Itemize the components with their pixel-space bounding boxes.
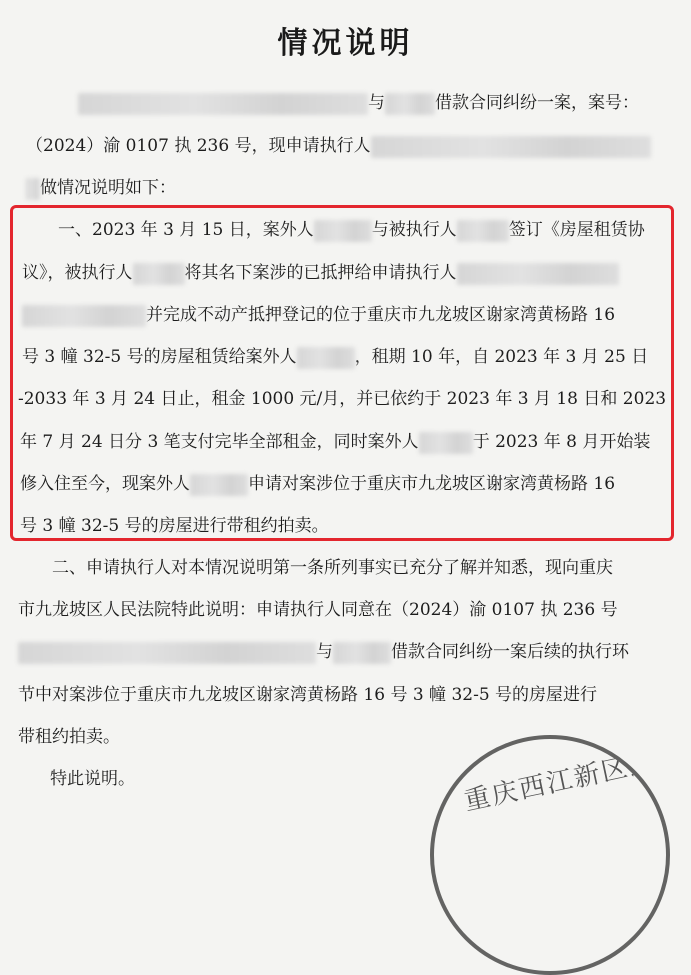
text-line: （2024）渝 0107 执 236 号，现申请执行人 — [26, 130, 651, 162]
text-line: 与 借款合同纠纷一案，案号： — [78, 87, 639, 119]
text-line: 市九龙坡区人民法院特此说明：申请执行人同意在（2024）渝 0107 执 236 号 — [18, 600, 618, 620]
redacted-text — [457, 263, 619, 285]
document-title: 情况说明 — [277, 26, 414, 61]
redacted-text — [297, 347, 355, 369]
text-line: 一、2023 年 3 月 15 日，案外人 与被执行人 签订《房屋租赁协 — [58, 220, 645, 240]
redacted-text — [26, 178, 40, 200]
text-line: -2033 年 3 月 24 日止，租金 1000 元/月，并已依约于 2023 年 3 月 18 日和 2023 — [18, 389, 667, 409]
redacted-text — [419, 432, 473, 454]
redacted-text — [22, 305, 146, 327]
text-line: 号 3 幢 32-5 号的房屋进行带租约拍卖。 — [20, 516, 329, 536]
text-line: 二、申请执行人对本情况说明第一条所列事实已充分了解并知悉，现向重庆 — [52, 558, 613, 578]
redacted-text — [333, 642, 391, 664]
text-line: 带租约拍卖。 — [18, 727, 120, 747]
text-line: 修入住至今，现案外人 申请对案涉位于重庆市九龙坡区谢家湾黄杨路 16 — [20, 474, 616, 494]
text-line: 做情况说明如下： — [26, 172, 176, 204]
redacted-text — [385, 93, 435, 115]
redacted-text — [314, 220, 372, 242]
text-line: 并完成不动产抵押登记的位于重庆市九龙坡区谢家湾黄杨路 16 — [22, 299, 615, 331]
redacted-text — [190, 474, 248, 496]
redacted-text — [457, 220, 509, 242]
redacted-text — [371, 136, 651, 158]
text-line: 议》，被执行人 将其名下案涉的已抵押给申请执行人 — [22, 257, 619, 289]
text-line: 节中对案涉位于重庆市九龙坡区谢家湾黄杨路 16 号 3 幢 32-5 号的房屋进行 — [18, 685, 598, 705]
official-seal — [430, 735, 670, 975]
redacted-text — [78, 93, 368, 115]
redacted-text — [18, 642, 316, 664]
text-line: 号 3 幢 32-5 号的房屋租赁给案外人 ，租期 10 年，自 2023 年 3 月 25 日 — [22, 347, 649, 367]
text-line: 年 7 月 24 日分 3 笔支付完毕全部租金，同时案外人 于 2023 年 8 月开始装 — [20, 432, 651, 452]
redacted-text — [133, 263, 185, 285]
text-line: 与 借款合同纠纷一案后续的执行环 — [18, 636, 629, 668]
seal-text: 重庆西江新区通 — [461, 746, 660, 817]
text-line: 特此说明。 — [50, 769, 135, 789]
